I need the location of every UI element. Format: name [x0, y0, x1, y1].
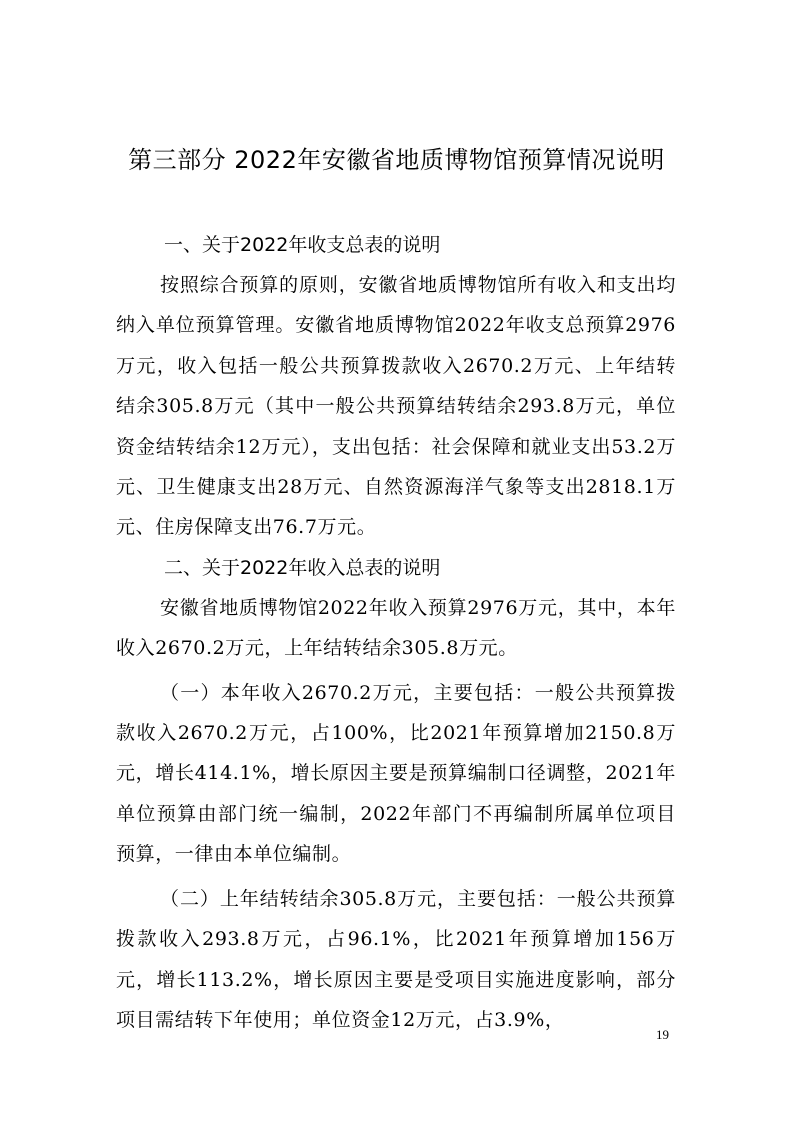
- section-2-paragraph-1: 安徽省地质博物馆2022年收入预算2976万元，其中，本年收入2670.2万元，上年结转结余305.8万元。: [116, 596, 676, 660]
- section-heading-1: 一、关于2022年收支总表的说明: [164, 234, 441, 256]
- section-2-paragraph-2: （一）本年收入2670.2万元，主要包括：一般公共预算拨款收入2670.2万元，占100%，比2021年预算增加2150.8万元，增长414.1%，增长原因主要是预算编制口径调整，2021年单位预算由部门统一编制，2022年部门不再编制所属单位项目预算，一律由本单位编制。: [116, 681, 676, 866]
- section-1-paragraph-1: 按照综合预算的原则，安徽省地质博物馆所有收入和支出均纳入单位预算管理。安徽省地质博物馆2022年收支总预算2976万元，收入包括一般公共预算拨款收入2670.2万元、上年结转结余305.8万元（其中一般公共预算结转结余293.8万元，单位资金结转结余12万元），支出包括：社会保障和就业支出53.2万元、卫生健康支出28万元、自然资源海洋气象等支出2818.1万元、住房保障支出76.7万元。: [116, 274, 676, 539]
- document-body: [116, 225, 676, 1040]
- section-2-paragraph-3: （二）上年结转结余305.8万元，主要包括：一般公共预算拨款收入293.8万元，占96.1%，比2021年预算增加156万元，增长113.2%，增长原因主要是受项目实施进度影响，部分项目需结转下年使用；单位资金12万元，占3.9%，: [116, 887, 676, 1031]
- page-number: 19: [656, 1027, 669, 1042]
- section-heading-2: 二、关于2022年收入总表的说明: [164, 556, 441, 579]
- page-title: 第三部分 2022年安徽省地质博物馆预算情况说明: [128, 146, 665, 174]
